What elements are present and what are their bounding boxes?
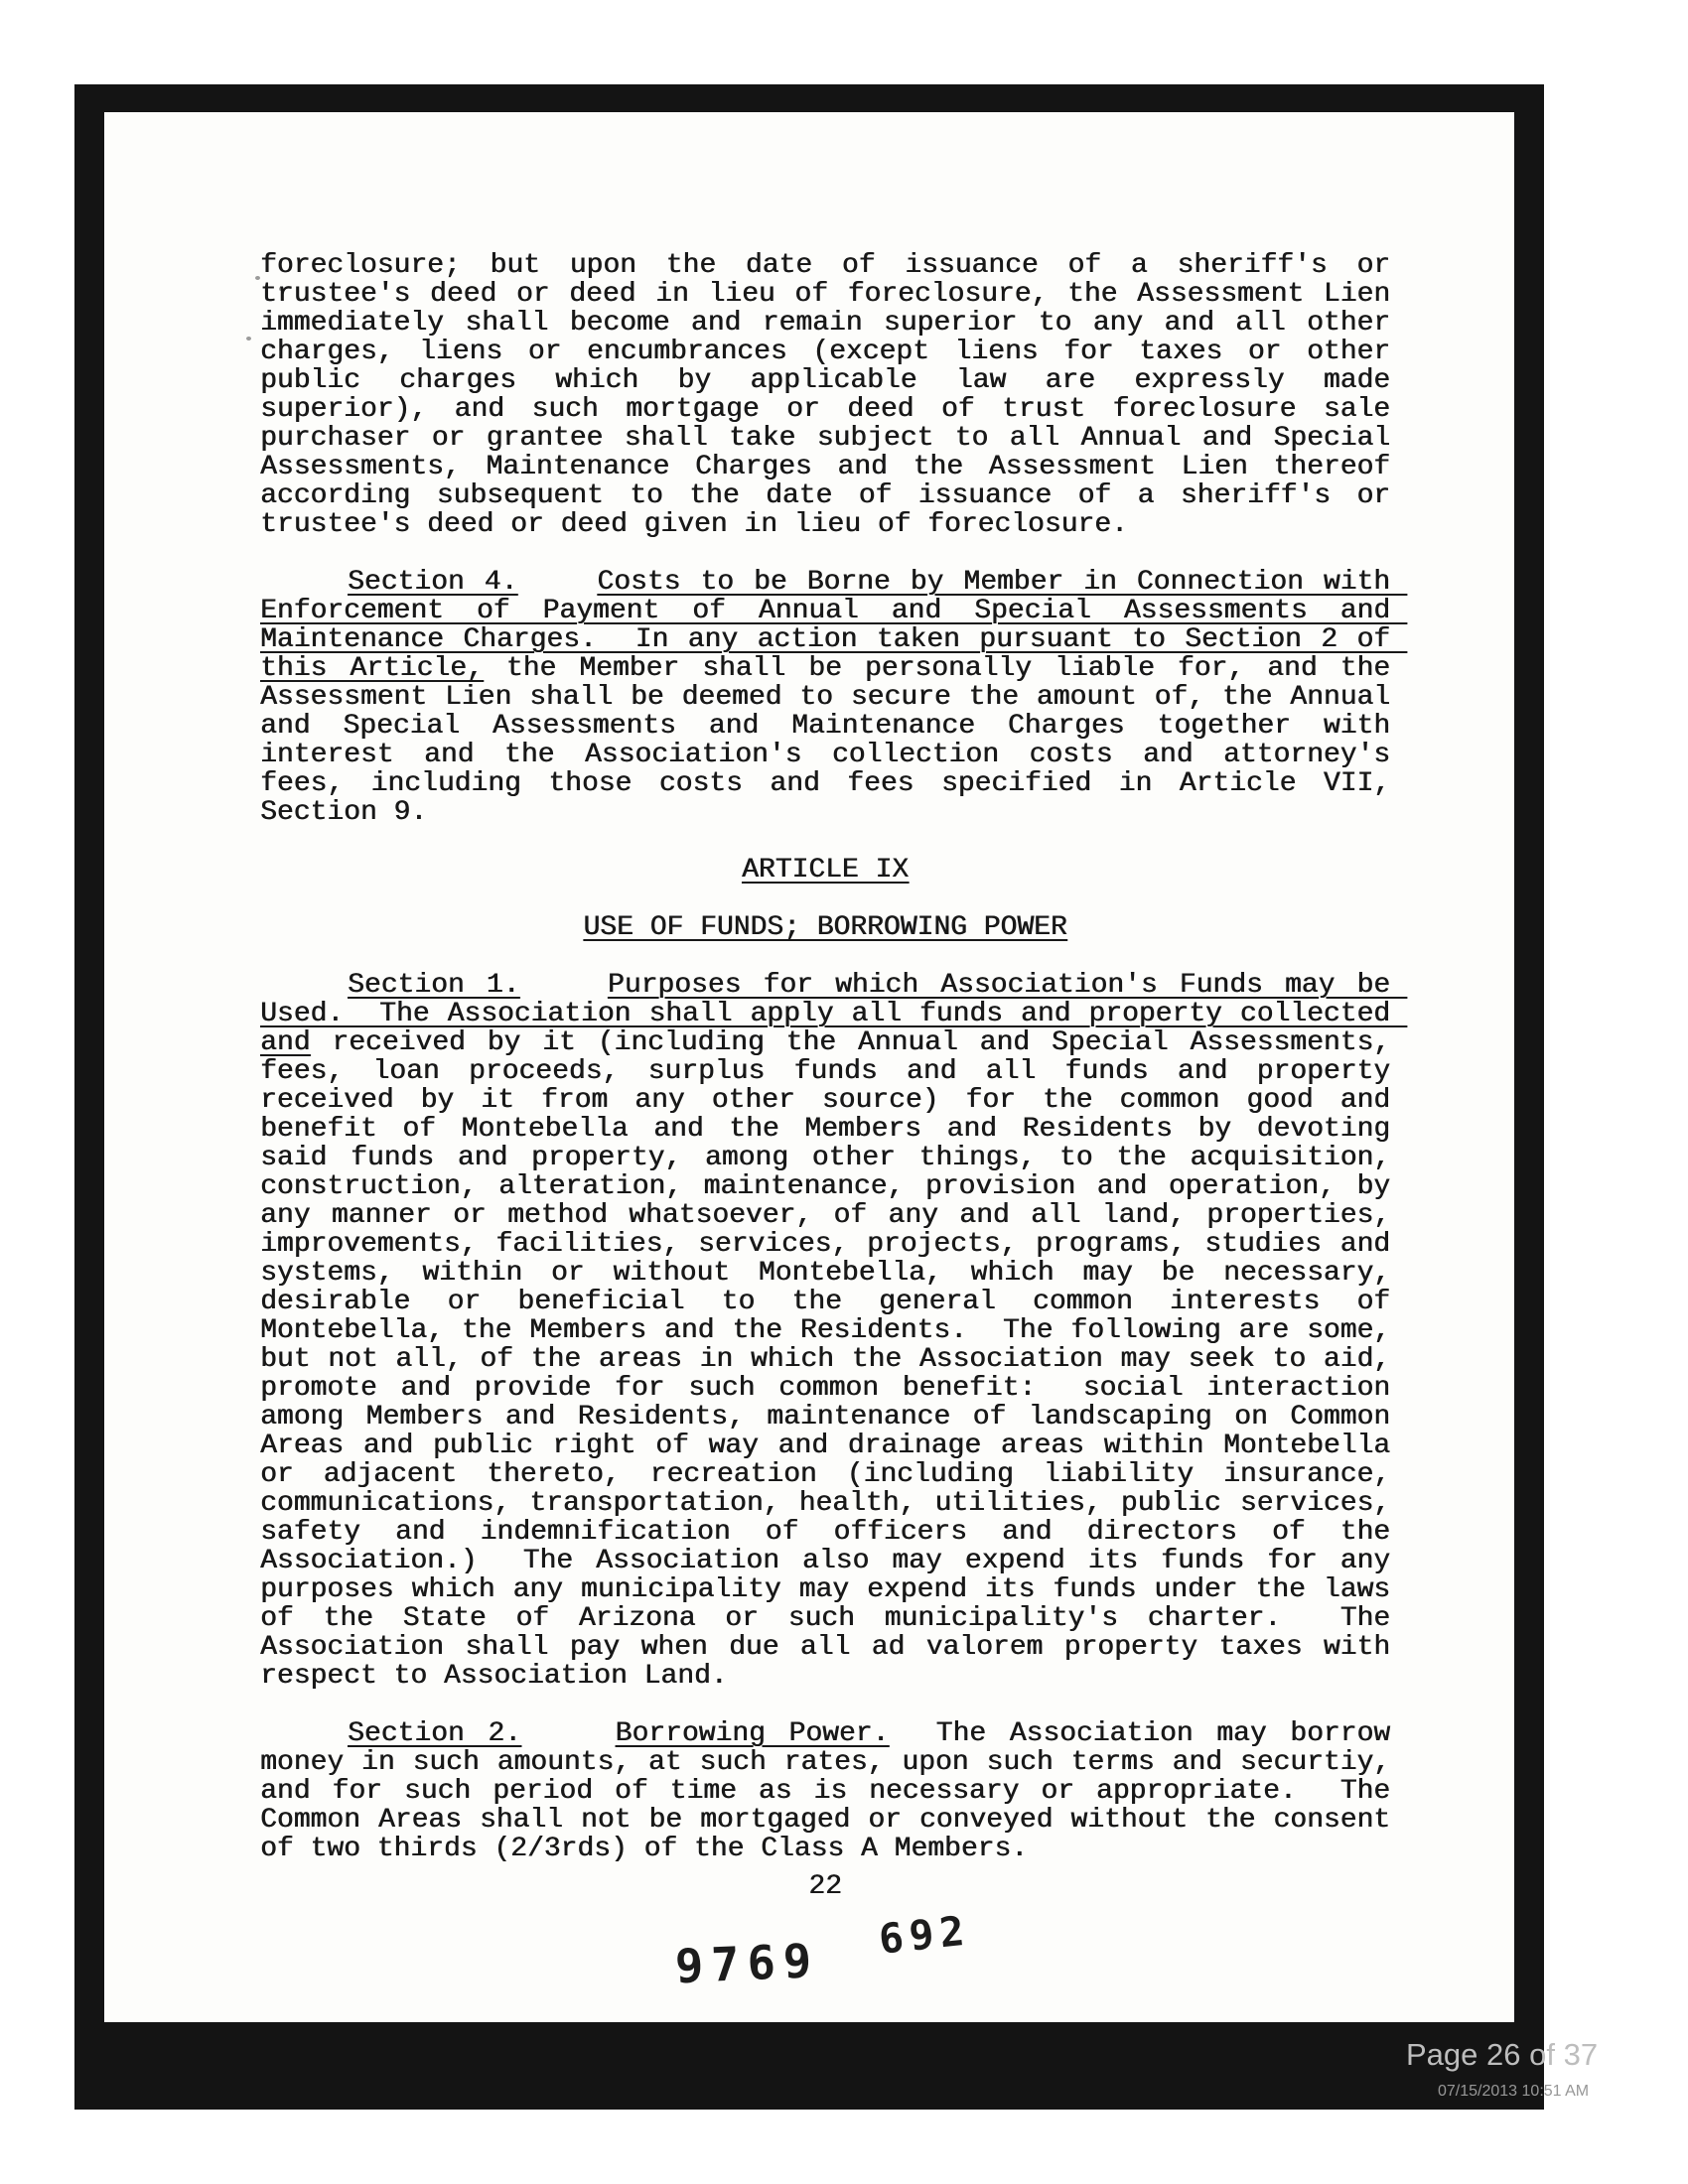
document-paragraph <box>260 567 1407 828</box>
footer-page-indicator: Page 26 of 37 <box>1406 2037 1599 2072</box>
underlined-text-segment: Purposes for which Association's Funds may be Used. The Association shall apply all funds and property collected and <box>260 970 1407 1058</box>
footer-timestamp: 07/15/2013 10:51 AM <box>1438 2083 1590 2100</box>
text-segment <box>519 970 608 1001</box>
text-segment: the Member shall be personally liable for, and the Assessment Lien shall be deemed to secure the amount of, the Annual and Special Assessments and Maintenance Charges together with interest and the Association's collection costs and attorney's fees, including those costs and fees specified in Article VII, Section 9. <box>260 653 1407 828</box>
underlined-text-segment: ARTICLE IX <box>741 855 910 886</box>
underlined-text-segment: USE OF FUNDS; BORROWING POWER <box>583 912 1067 943</box>
stamp-number-left: 9769 <box>673 1933 821 1995</box>
underlined-text-segment: Section 4. <box>348 567 518 598</box>
stamp-number-right: 692 <box>876 1906 973 1964</box>
document-paragraph <box>260 970 1407 1692</box>
document-paragraph <box>260 250 1407 540</box>
underlined-text-segment: Borrowing Power. <box>615 1718 890 1749</box>
document-text <box>260 250 1407 1892</box>
text-segment: received by it (including the Annual and Special Assessments, fees, loan proceeds, surplus funds and all funds and property received by it from any other source) for the common good and benefit of Montebella and the Members and Residents by devoting said funds and property, among other things, to the acquisition, construction, alteration, maintenance, provision and operation, by any manner or method whatsoever, of any and all land, properties, improvements, facilities, services, projects, programs, studies and systems, within or without Montebella, which may be necessary, desirable or beneficial to the general common interests of Montebella, the Members and the Residents. The following are some, but not all, of the areas in which the Association may seek to aid, promote and provide for such common benefit: social interaction among Members and Residents, maintenance of landscaping on Common Areas and public right of way and drainage areas within Montebella or adjacent thereto, recreation (including liability insurance, communications, transportation, health, utilities, public services, safety and indemnification of officers and directors of the Association.) The Association also may expend its funds for any purposes which any municipality may expend its funds under the laws of the State of Arizona or such municipality's charter. The Association shall pay when due all ad valorem property taxes with respect to Association Land. <box>260 1027 1407 1692</box>
text-segment <box>517 567 597 598</box>
document-page <box>104 112 1514 2022</box>
scan-speck <box>246 337 251 341</box>
underlined-text-segment: Costs to be Borne by Member in Connection with Enforcement of Payment of Annual and Special Assessments and Maintenance Charges. In any action taken pursuant to Section 2 of this Article, <box>260 567 1407 684</box>
underlined-text-segment: Section 2. <box>348 1718 521 1749</box>
text-segment <box>521 1718 616 1749</box>
text-segment: The Association may borrow money in such amounts, at such rates, upon such terms and securtiy, and for such period of time as is necessary or appropriate. The Common Areas shall not be mortgaged or conveyed without the consent of two thirds (2/3rds) of the Class A Members. <box>260 1718 1407 1864</box>
underlined-text-segment: Section 1. <box>348 970 520 1001</box>
document-heading <box>260 856 1390 885</box>
text-segment: foreclosure; but upon the date of issuance of a sheriff's or trustee's deed or deed in lieu of foreclosure, the Assessment Lien immediately shall become and remain superior to any and all other charges, liens or encumbrances (except liens for taxes or other public charges which by applicable law are expressly made superior), and such mortgage or deed of trust foreclosure sale purchaser or grantee shall take subject to all Annual and Special Assessments, Maintenance Charges and the Assessment Lien thereof according subsequent to the date of issuance of a sheriff's or trustee's deed or deed given in lieu of foreclosure. <box>260 250 1407 540</box>
document-paragraph <box>260 1718 1407 1864</box>
page-number: 22 <box>808 1871 842 1902</box>
scan-border <box>74 84 1544 2110</box>
document-heading <box>260 913 1390 942</box>
